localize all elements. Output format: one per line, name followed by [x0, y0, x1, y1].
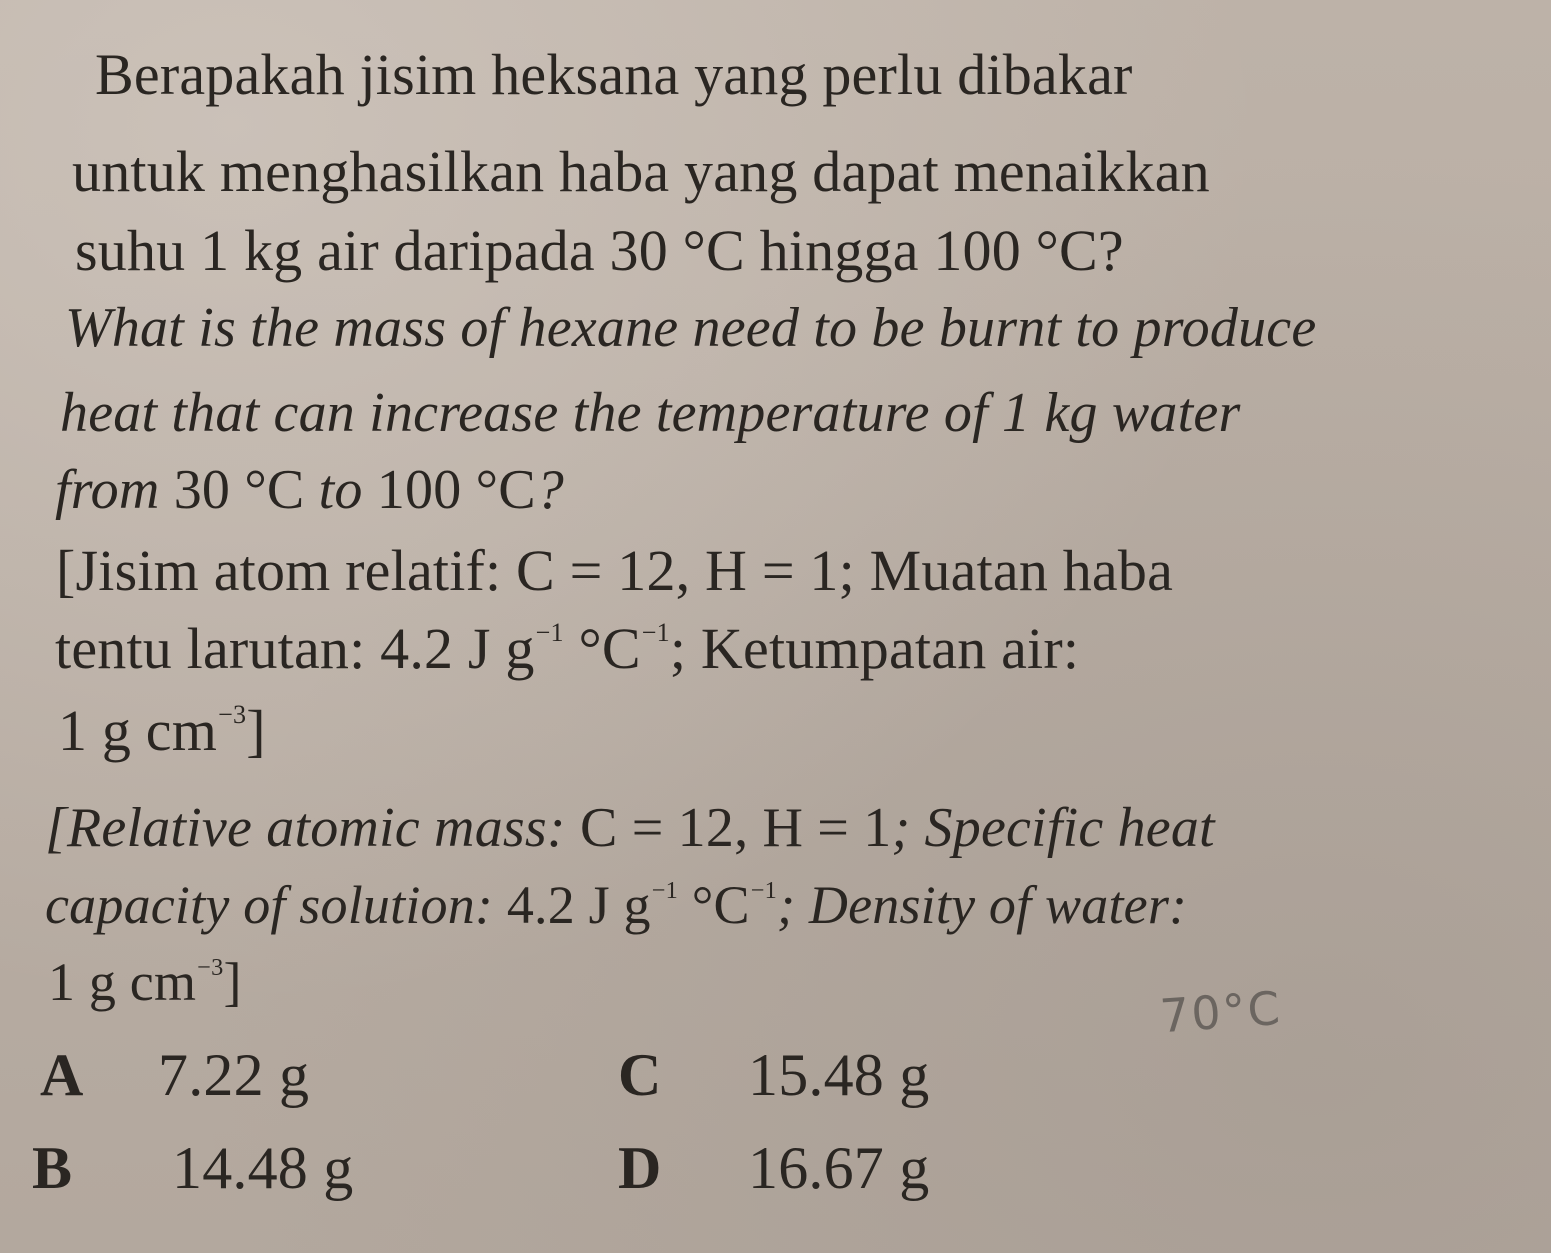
data-malay-line-2 [55, 616, 1080, 681]
data-english-line-3 [48, 952, 242, 1012]
data-malay-heat-capacity-text: tentu larutan: 4.2 J g [55, 616, 535, 681]
option-letter: D [618, 1135, 662, 1201]
option-value: 15.48 g [748, 1042, 930, 1108]
option-letter: C [618, 1042, 662, 1108]
data-malay-line-1: [Jisim atom relatif: C = 12, H = 1; Muatan haba [56, 538, 1174, 603]
option-c[interactable] [618, 1042, 930, 1108]
relative-atomic-mass-label: [Relative atomic mass: [45, 797, 580, 859]
question-english-line-2: heat that can increase the temperature of 1 kg water [60, 382, 1241, 444]
degree-celsius-unit: °C [678, 875, 750, 935]
question-malay-line-1: Berapakah jisim heksana yang perlu dibakar [95, 42, 1133, 107]
superscript: −1 [641, 617, 670, 647]
specific-heat-label: ; Specific heat [891, 797, 1215, 859]
data-english-line-1 [45, 797, 1215, 859]
superscript: −3 [197, 953, 224, 981]
text-from: from [55, 459, 174, 521]
superscript: −1 [750, 876, 777, 904]
superscript: −3 [218, 699, 247, 729]
data-malay-density-label: ; Ketumpatan air: [669, 616, 1080, 681]
density-value: 1 g cm [48, 952, 197, 1012]
data-english-line-2 [45, 875, 1188, 935]
superscript: −1 [535, 617, 564, 647]
density-label: ; Density of water: [777, 875, 1188, 935]
option-value: 16.67 g [748, 1135, 930, 1201]
option-a[interactable] [40, 1042, 310, 1108]
question-english-line-3 [55, 459, 564, 521]
data-malay-line-3 [58, 698, 266, 763]
superscript: −1 [651, 876, 679, 904]
text-to: to [304, 459, 377, 521]
question-malay-line-3: suhu 1 kg air daripada 30 °C hingga 100 °C? [75, 218, 1124, 283]
relative-atomic-mass-values: C = 12, H = 1 [579, 797, 892, 859]
option-b[interactable] [32, 1135, 354, 1201]
handwritten-note: 70°C [1158, 980, 1284, 1044]
question-malay-line-2: untuk menghasilkan haba yang dapat menaikkan [72, 139, 1210, 204]
closing-bracket: ] [223, 952, 242, 1012]
density-value: 1 g cm [58, 698, 218, 763]
question-mark: ? [535, 459, 564, 521]
temp-end: 100 °C [376, 459, 536, 521]
option-value: 14.48 g [172, 1135, 354, 1201]
capacity-label: capacity of solution: [45, 875, 507, 935]
option-letter: A [40, 1042, 84, 1108]
option-d[interactable] [618, 1135, 930, 1201]
closing-bracket: ] [246, 698, 266, 763]
heat-capacity-value: 4.2 J g [506, 875, 651, 935]
degree-celsius-unit: °C [563, 616, 641, 681]
option-letter: B [32, 1135, 73, 1201]
temp-start: 30 °C [173, 459, 305, 521]
option-value: 7.22 g [158, 1042, 310, 1108]
question-english-line-1: What is the mass of hexane need to be burnt to produce [65, 297, 1317, 359]
